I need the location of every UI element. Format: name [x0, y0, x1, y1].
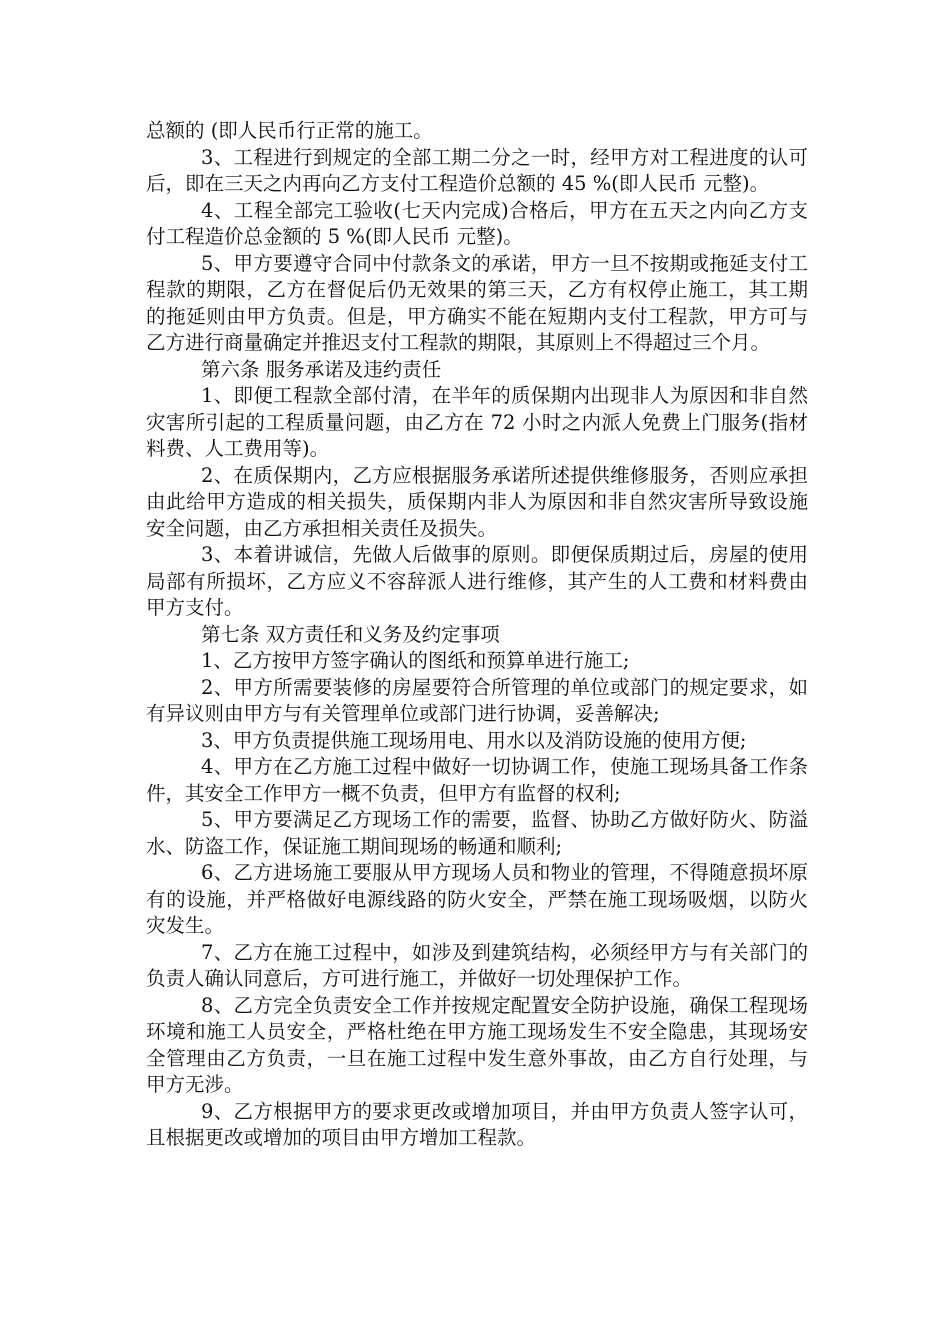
paragraph-payment-continued: 总额的 (即人民币行正常的施工。: [146, 119, 433, 142]
paragraph-service-item-2: 2、在质保期内，乙方应根据服务承诺所述提供维修服务，否则应承担由此给甲方造成的相关损失，质保期内非人为原因和非自然灾害所导致设施安全问题，由乙方承担相关责任及损失。: [146, 463, 808, 540]
paragraph-duty-item-7: 7、乙方在施工过程中，如涉及到建筑结构，必须经甲方与有关部门的负责人确认同意后，方可进行施工，并做好一切处理保护工作。: [146, 940, 808, 990]
document-body: [146, 118, 808, 1152]
paragraph-duty-item-9: 9、乙方根据甲方的要求更改或增加项目，并由甲方负责人签字认可，且根据更改或增加的项目由甲方增加工程款。: [146, 1099, 808, 1149]
paragraph-duty-item-2: 2、甲方所需要装修的房屋要符合所管理的单位或部门的规定要求，如有异议则由甲方与有关管理单位或部门进行协调，妥善解决;: [146, 675, 808, 725]
section-heading-article-7: 第七条 双方责任和义务及约定事项: [201, 622, 500, 646]
paragraph-duty-item-6: 6、乙方进场施工要服从甲方现场人员和物业的管理，不得随意损坏原有的设施，并严格做好电源线路的防火安全，严禁在施工现场吸烟，以防火灾发生。: [146, 861, 808, 937]
paragraph-payment-item-5: 5、甲方要遵守合同中付款条文的承诺，甲方一旦不按期或拖延支付工程款的期限，乙方在督促后仍无效果的第三天，乙方有权停止施工，其工期的拖延则由甲方负责。但是，甲方确实不能在短期内支付工程款，甲方可与乙方进行商量确定并推迟支付工程款的期限，其原则上不得超过三个月。: [146, 251, 808, 354]
paragraph-duty-item-4: 4、甲方在乙方施工过程中做好一切协调工作，使施工现场具备工作条件，其安全工作甲方一概不负责，但甲方有监督的权利;: [146, 755, 808, 805]
paragraph-duty-item-5: 5、甲方要满足乙方现场工作的需要，监督、协助乙方做好防火、防溢水、防盗工作，保证施工期间现场的畅通和顺利;: [146, 808, 808, 858]
paragraph-service-item-1: 1、即便工程款全部付清，在半年的质保期内出现非人为原因和非自然灾害所引起的工程质量问题，由乙方在 72 小时之内派人免费上门服务(指材料费、人工费用等)。: [146, 384, 808, 460]
paragraph-duty-item-1: 1、乙方按甲方签字确认的图纸和预算单进行施工;: [201, 649, 630, 672]
paragraph-payment-item-3: 3、工程进行到规定的全部工期二分之一时，经甲方对工程进度的认可后，即在三天之内再向乙方支付工程造价总额的 45 %(即人民币 元整)。: [146, 145, 808, 195]
paragraph-payment-item-4: 4、工程全部完工验收(七天内完成)合格后，甲方在五天之内向乙方支付工程造价总金额的 5 %(即人民币 元整)。: [146, 198, 808, 248]
paragraph-duty-item-3: 3、甲方负责提供施工现场用电、用水以及消防设施的使用方便;: [201, 728, 747, 752]
paragraph-service-item-3: 3、本着讲诚信，先做人后做事的原则。即便保质期过后，房屋的使用局部有所损坏，乙方应义不容辞派人进行维修，其产生的人工费和材料费由甲方支付。: [146, 543, 808, 619]
section-heading-article-6: 第六条 服务承诺及违约责任: [201, 357, 442, 381]
paragraph-duty-item-8: 8、乙方完全负责安全工作并按规定配置安全防护设施，确保工程现场环境和施工人员安全，严格杜绝在甲方施工现场发生不安全隐患，其现场安全管理由乙方负责，一旦在施工过程中发生意外事故，由乙方自行处理，与甲方无涉。: [146, 993, 808, 1096]
